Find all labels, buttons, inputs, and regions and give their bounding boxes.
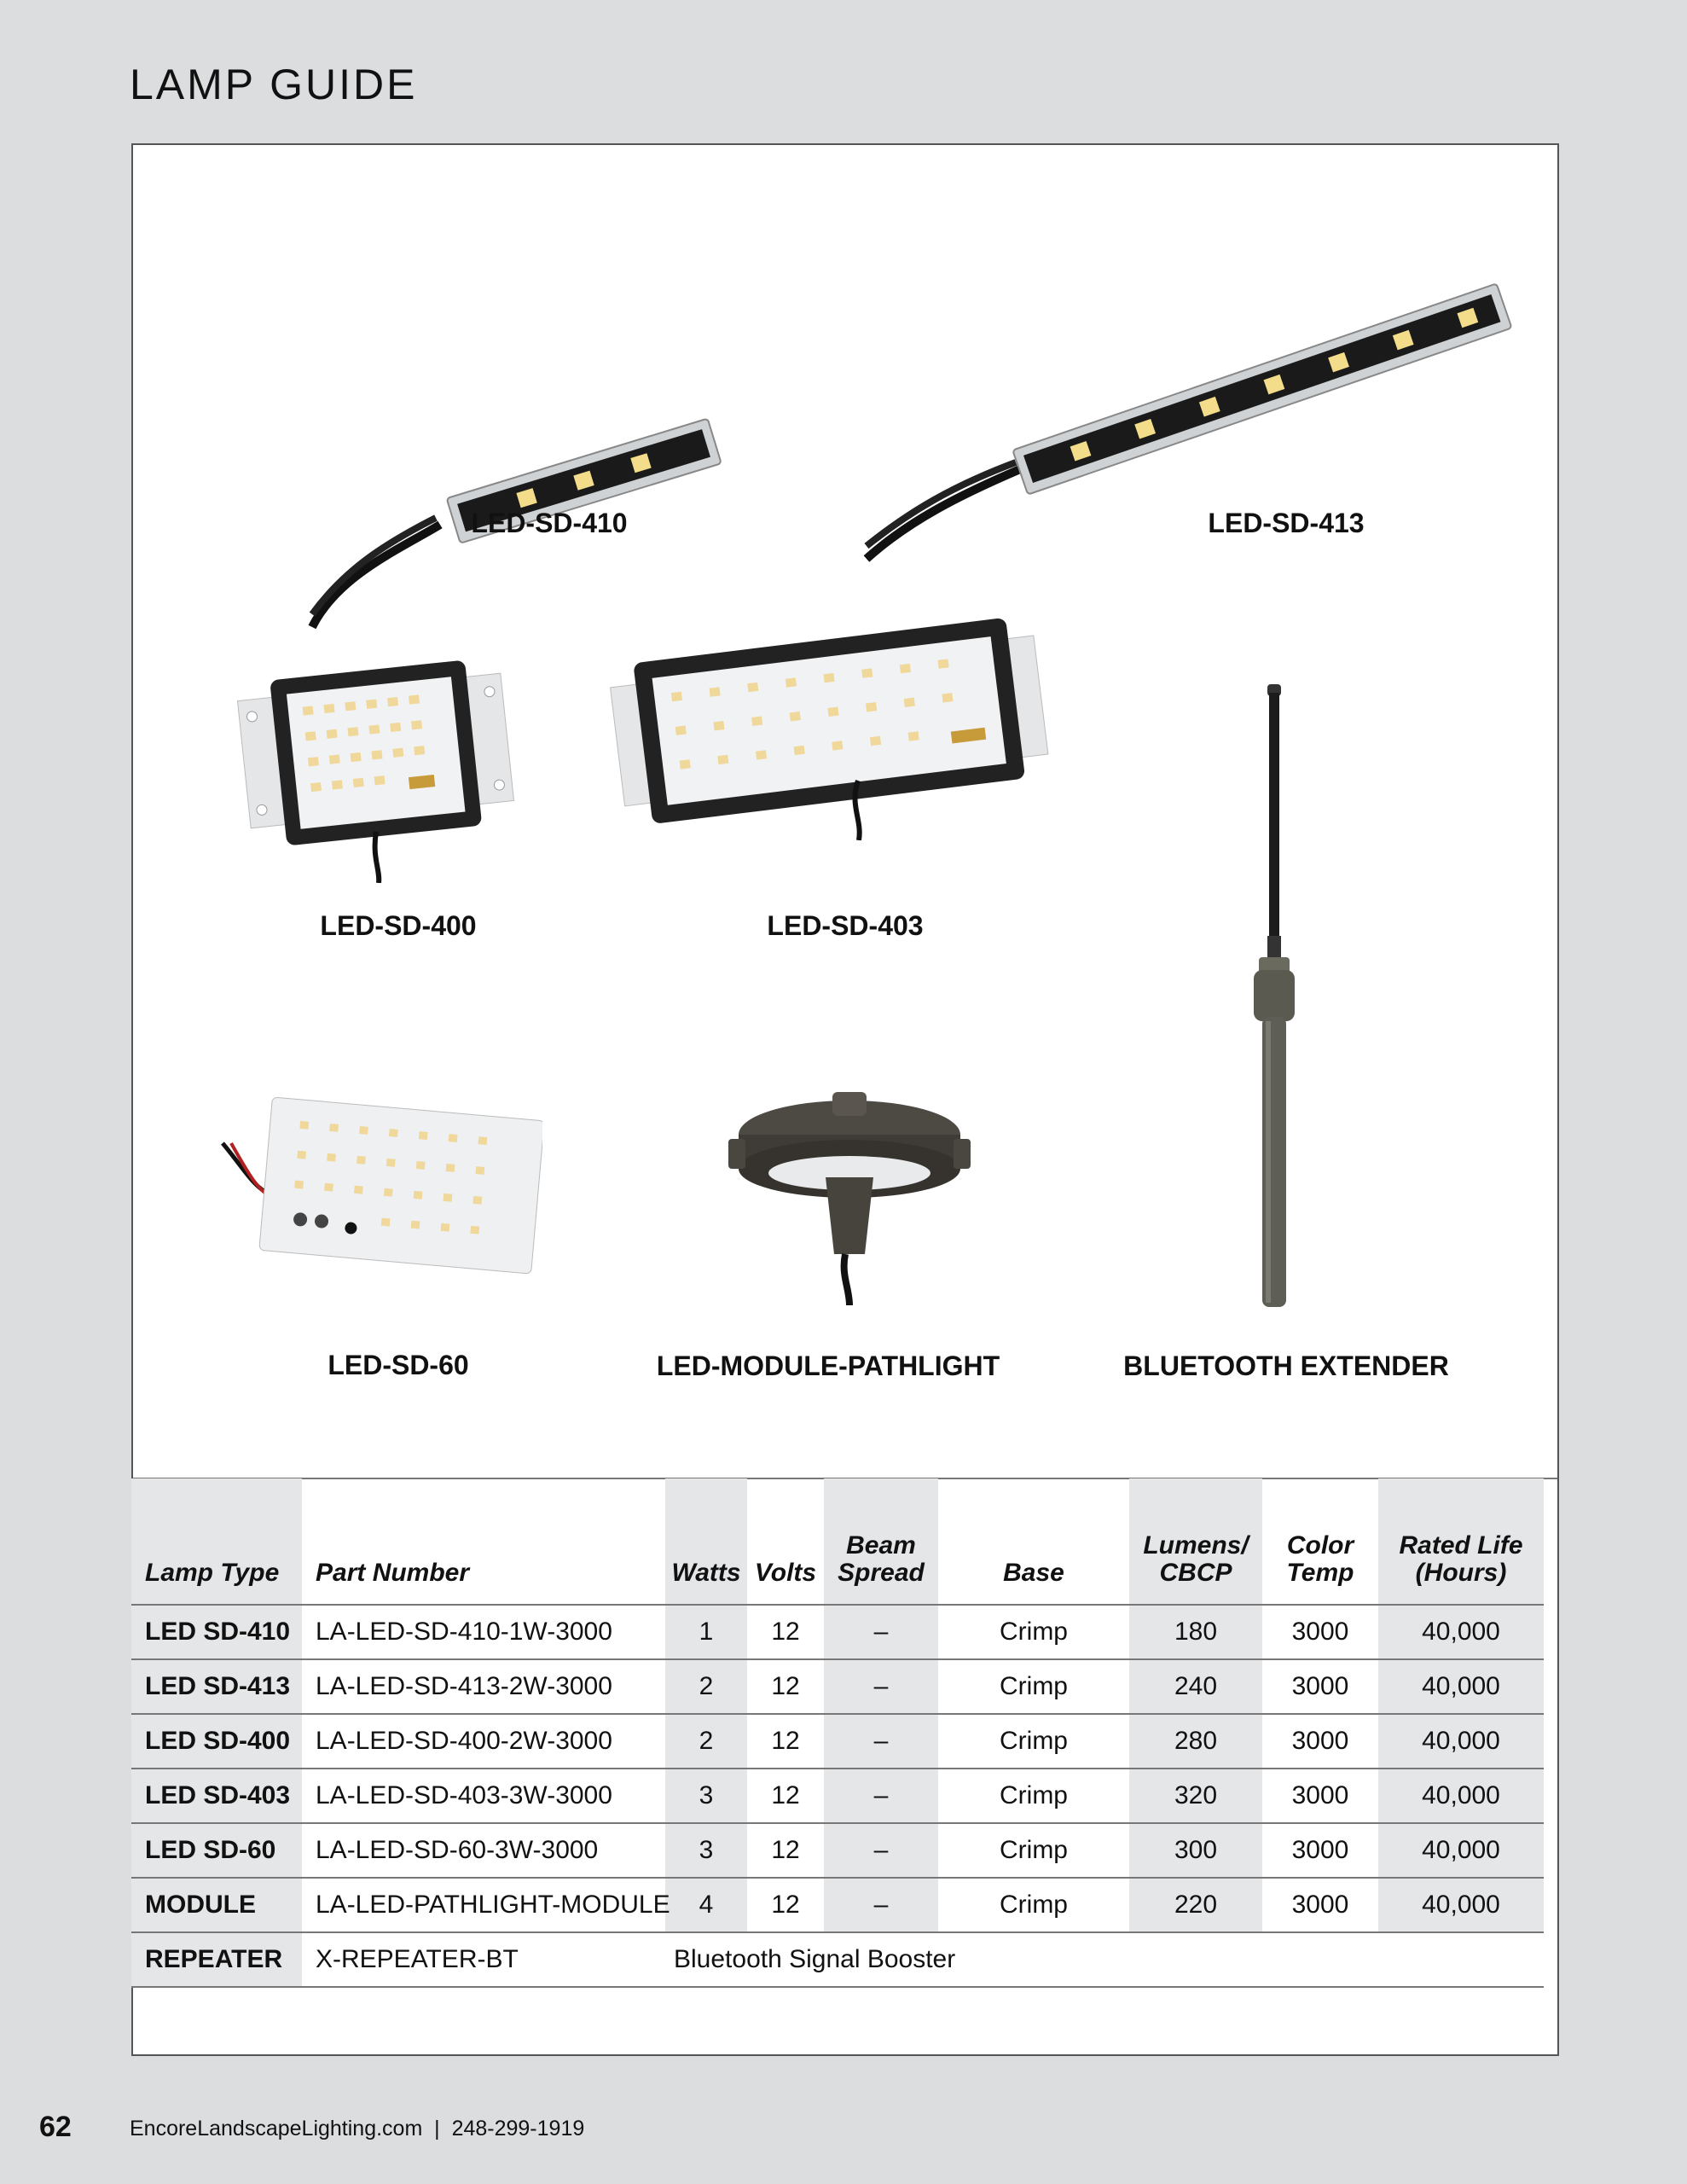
cell-watts: 2 [665, 1714, 747, 1769]
cell-part-number: LA-LED-SD-400-2W-3000 [302, 1714, 665, 1769]
cell-lamp-type: LED SD-413 [131, 1659, 302, 1714]
cell-beam: – [824, 1878, 938, 1932]
cell-lumens: 300 [1129, 1823, 1262, 1878]
table-row [131, 1659, 1544, 1714]
cell-part-number: LA-LED-PATHLIGHT-MODULE [302, 1878, 665, 1932]
cell-watts: 3 [665, 1769, 747, 1823]
table-header-row [131, 1478, 1544, 1605]
table-row [131, 1878, 1544, 1932]
cell-rated-life: 40,000 [1378, 1769, 1544, 1823]
led-board-bare-image [218, 1092, 542, 1288]
led-strip-long-image [858, 213, 1540, 572]
cell-color-temp: 3000 [1262, 1878, 1378, 1932]
led-board-framed-image [235, 653, 517, 883]
header-rated-life: Rated Life (Hours) [1378, 1478, 1544, 1605]
header-base: Base [938, 1478, 1129, 1605]
page-number: 62 [39, 2111, 72, 2143]
cell-part-number: LA-LED-SD-403-3W-3000 [302, 1769, 665, 1823]
cell-base: Crimp [938, 1605, 1129, 1659]
product-label-led-sd-413: LED-SD-413 [1208, 508, 1365, 538]
cell-rated-life: 40,000 [1378, 1823, 1544, 1878]
product-label-led-sd-403: LED-SD-403 [767, 910, 924, 941]
cell-repeater-note: Bluetooth Signal Booster [665, 1932, 1544, 1987]
cell-base: Crimp [938, 1714, 1129, 1769]
header-volts: Volts [747, 1478, 824, 1605]
cell-watts: 1 [665, 1605, 747, 1659]
cell-lamp-type: LED SD-400 [131, 1714, 302, 1769]
cell-base: Crimp [938, 1878, 1129, 1932]
cell-rated-life: 40,000 [1378, 1878, 1544, 1932]
cell-base: Crimp [938, 1823, 1129, 1878]
cell-beam: – [824, 1659, 938, 1714]
lamp-spec-table [131, 1478, 1544, 1988]
cell-color-temp: 3000 [1262, 1659, 1378, 1714]
product-label-led-sd-410: LED-SD-410 [471, 508, 628, 538]
cell-lumens: 220 [1129, 1878, 1262, 1932]
header-watts: Watts [665, 1478, 747, 1605]
cell-watts: 2 [665, 1659, 747, 1714]
cell-rated-life: 40,000 [1378, 1714, 1544, 1769]
cell-volts: 12 [747, 1769, 824, 1823]
header-part-number: Part Number [302, 1478, 665, 1605]
cell-part-number: LA-LED-SD-410-1W-3000 [302, 1605, 665, 1659]
header-color-temp: Color Temp [1262, 1478, 1378, 1605]
cell-color-temp: 3000 [1262, 1605, 1378, 1659]
header-lumens: Lumens/ CBCP [1129, 1478, 1262, 1605]
table-row [131, 1605, 1544, 1659]
cell-lumens: 280 [1129, 1714, 1262, 1769]
page-title: LAMP GUIDE [130, 61, 418, 108]
product-label-led-sd-60: LED-SD-60 [328, 1350, 469, 1380]
cell-lumens: 180 [1129, 1605, 1262, 1659]
led-strip-short-image [304, 294, 832, 636]
cell-lamp-type: REPEATER [131, 1932, 302, 1987]
cell-volts: 12 [747, 1714, 824, 1769]
cell-volts: 12 [747, 1659, 824, 1714]
cell-part-number: X-REPEATER-BT [302, 1932, 665, 1987]
cell-beam: – [824, 1605, 938, 1659]
cell-watts: 3 [665, 1823, 747, 1878]
pathlight-module-image [713, 1066, 986, 1305]
cell-part-number: LA-LED-SD-413-2W-3000 [302, 1659, 665, 1714]
table-row [131, 1823, 1544, 1878]
cell-beam: – [824, 1823, 938, 1878]
table-row [131, 1769, 1544, 1823]
cell-color-temp: 3000 [1262, 1823, 1378, 1878]
cell-part-number: LA-LED-SD-60-3W-3000 [302, 1823, 665, 1878]
product-label-led-sd-400: LED-SD-400 [320, 910, 477, 941]
antenna-stake-image [1233, 684, 1319, 1316]
led-board-wide-framed-image [606, 610, 1050, 840]
header-beam-spread: Beam Spread [824, 1478, 938, 1605]
cell-rated-life: 40,000 [1378, 1659, 1544, 1714]
cell-beam: – [824, 1714, 938, 1769]
cell-lamp-type: LED SD-60 [131, 1823, 302, 1878]
cell-beam: – [824, 1769, 938, 1823]
cell-lumens: 320 [1129, 1769, 1262, 1823]
cell-color-temp: 3000 [1262, 1769, 1378, 1823]
cell-volts: 12 [747, 1605, 824, 1659]
product-label-led-module-pathlight: LED-MODULE-PATHLIGHT [656, 1350, 1000, 1381]
table-row-repeater [131, 1932, 1544, 1987]
table-row [131, 1714, 1544, 1769]
cell-watts: 4 [665, 1878, 747, 1932]
cell-color-temp: 3000 [1262, 1714, 1378, 1769]
cell-volts: 12 [747, 1823, 824, 1878]
header-lamp-type: Lamp Type [131, 1478, 302, 1605]
cell-base: Crimp [938, 1659, 1129, 1714]
footer-contact: EncoreLandscapeLighting.com | 248-299-1919 [130, 2117, 585, 2140]
cell-rated-life: 40,000 [1378, 1605, 1544, 1659]
cell-lamp-type: MODULE [131, 1878, 302, 1932]
cell-lamp-type: LED SD-410 [131, 1605, 302, 1659]
cell-lumens: 240 [1129, 1659, 1262, 1714]
cell-volts: 12 [747, 1878, 824, 1932]
cell-lamp-type: LED SD-403 [131, 1769, 302, 1823]
product-label-bluetooth-extender: BLUETOOTH EXTENDER [1123, 1350, 1449, 1381]
cell-base: Crimp [938, 1769, 1129, 1823]
